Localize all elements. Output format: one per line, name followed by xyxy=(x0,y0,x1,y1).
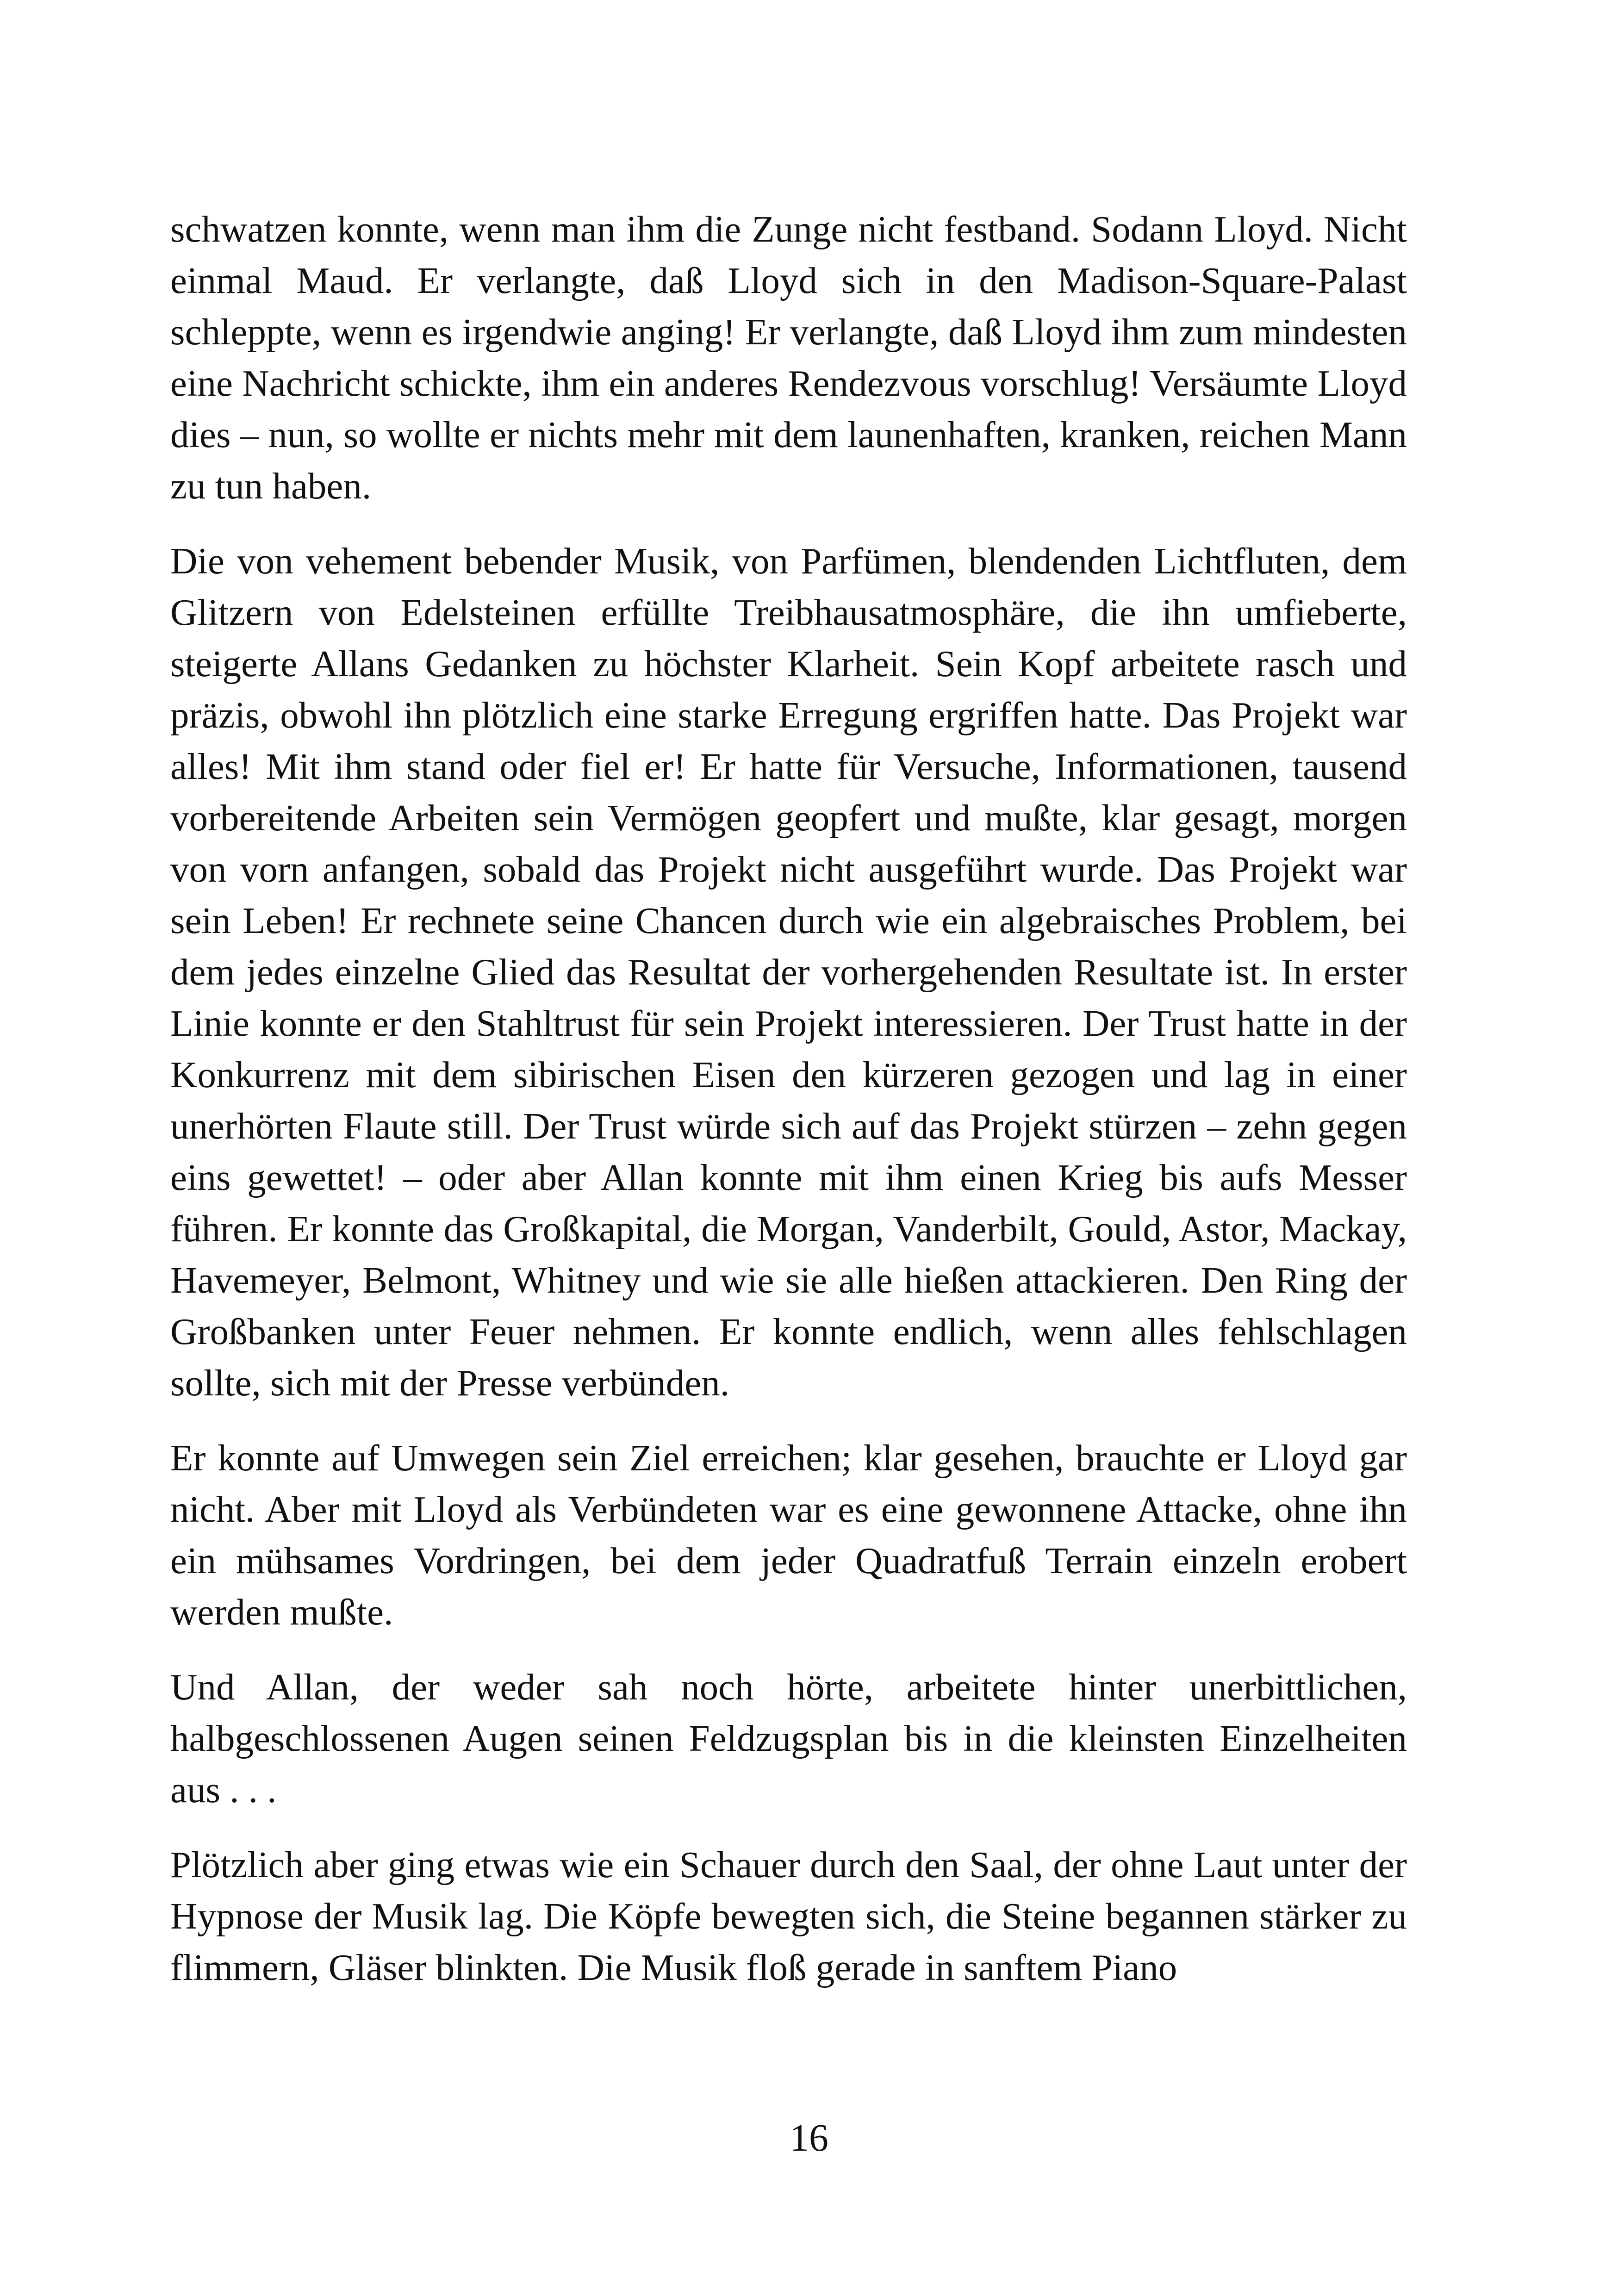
body-text xyxy=(170,204,1407,2017)
paragraph-3: Er konnte auf Umwegen sein Ziel erreichen; klar gesehen, brauchte er Lloyd gar nicht. Aber mit Lloyd als Verbündeten war es eine gewonnene Attacke, ohne ihn ein mühsames Vordringen, bei dem jeder Quadratfuß Terrain einzeln erobert werden mußte. xyxy=(170,1437,1407,1633)
paragraph-4: Und Allan, der weder sah noch hörte, arbeitete hinter unerbittlichen, halbgeschlossenen Augen seinen Feldzugsplan bis in die kleinsten Einzelheiten aus . . . xyxy=(170,1666,1407,1811)
page-number: 16 xyxy=(790,2116,828,2159)
paragraph-1: schwatzen konnte, wenn man ihm die Zunge nicht festband. Sodann Lloyd. Nicht einmal Maud. Er verlangte, daß Lloyd sich in den Madison-Square-Palast schleppte, wenn es irgendwie anging! Er verlangte, daß Lloyd ihm zum mindesten eine Nachricht schickte, ihm ein anderes Rendezvous vorschlug! Versäumte Lloyd dies – nun, so wollte er nichts mehr mit dem launenhaften, kranken, reichen Mann zu tun haben. xyxy=(170,208,1407,507)
paragraph-2: Die von vehement bebender Musik, von Parfümen, blendenden Lichtfluten, dem Glitzern von Edelsteinen erfüllte Treibhausatmosphäre, die ihn umfieberte, steigerte Allans Gedanken zu höchster Klarheit. Sein Kopf arbeitete rasch und präzis, obwohl ihn plötzlich eine starke Erregung ergriffen hatte. Das Projekt war alles! Mit ihm stand oder fiel er! Er hatte für Versuche, Informationen, tausend vorbereitende Arbeiten sein Vermögen geopfert und mußte, klar gesagt, morgen von vorn anfangen, sobald das Projekt nicht ausgeführt wurde. Das Projekt war sein Leben! Er rechnete seine Chancen durch wie ein algebraisches Problem, bei dem jedes einzelne Glied das Resultat der vorhergehenden Resultate ist. In erster Linie konnte er den Stahltrust für sein Projekt interessieren. Der Trust hatte in der Konkurrenz mit dem sibirischen Eisen den kürzeren gezogen und lag in einer unerhörten Flaute still. Der Trust würde sich auf das Projekt stürzen – zehn gegen eins gewettet! – oder aber Allan konnte mit ihm einen Krieg bis aufs Messer führen. Er konnte das Großkapital, die Morgan, Vanderbilt, Gould, Astor, Mackay, Havemeyer, Belmont, Whitney und wie sie alle hießen attackieren. Den Ring der Großbanken unter Feuer nehmen. Er konnte endlich, wenn alles fehlschlagen sollte, sich mit der Presse verbünden. xyxy=(170,540,1407,1404)
paragraph-5: Plötzlich aber ging etwas wie ein Schauer durch den Saal, der ohne Laut unter der Hypnose der Musik lag. Die Köpfe bewegten sich, die Steine begannen stärker zu flimmern, Gläser blinkten. Die Musik floß gerade in sanftem Piano xyxy=(170,1844,1407,1988)
